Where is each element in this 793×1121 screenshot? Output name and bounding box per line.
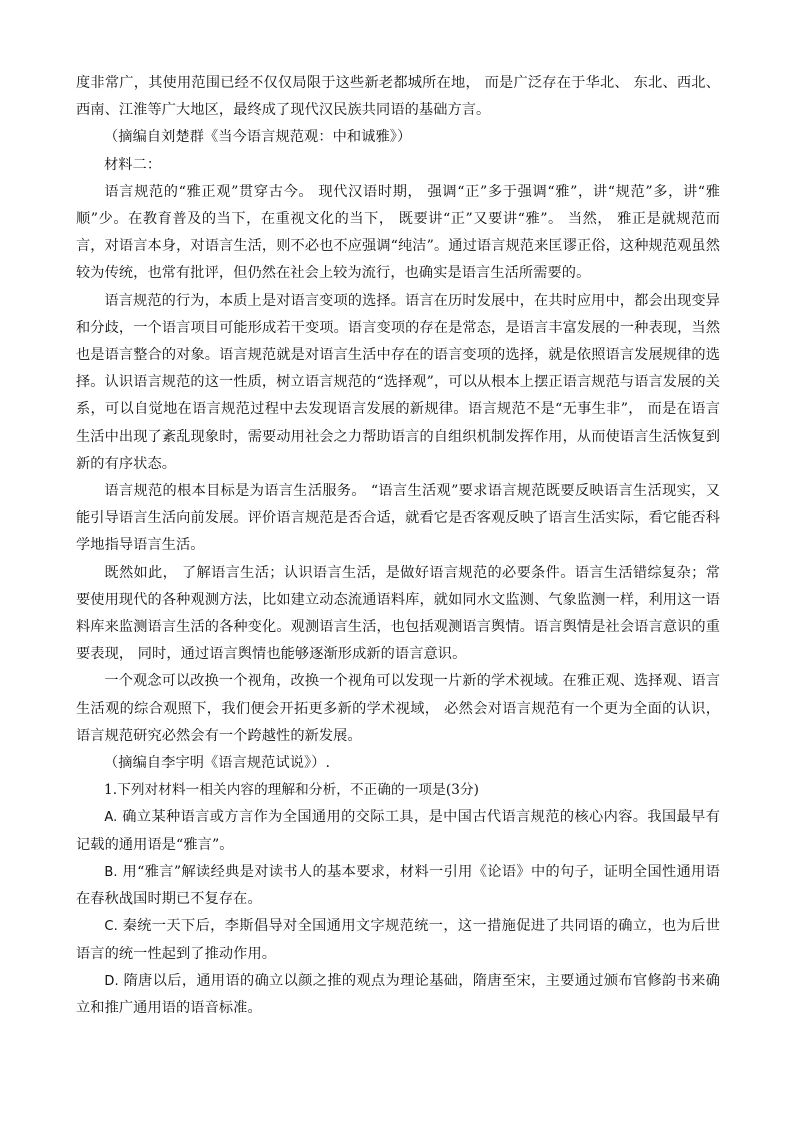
material2-paragraph: 一个观念可以改换一个视角，改换一个视角可以发现一片新的学术视域。在雅正观、选择观、语言生活观的综合观照下，我们便会开拓更多新的学术视域， 必然会对语言规范有一个更为全面的认识，语言规范研究必然会有一个跨越性的新发展。: [76, 673, 720, 744]
option-a: [76, 804, 720, 858]
option-letter: C.: [104, 919, 118, 935]
material1-tail-paragraph: 度非常广，其使用范围已经不仅仅局限于这些新老都城所在地， 而是广泛存在于华北、 东北、西北、西南、江淮等广大地区，最终成了现代汉民族共同语的基础方言。: [76, 75, 720, 119]
document-page: [76, 70, 720, 1022]
option-b: [76, 859, 720, 913]
option-c: [76, 913, 720, 967]
option-d: [76, 968, 720, 1022]
question-stem: 1.下列对材料一相关内容的理解和分析，不正确的一项是(3分): [104, 782, 480, 799]
material2-paragraph: 语言规范的行为，本质上是对语言变项的选择。语言在历时发展中，在共时应用中，都会出现变异和分歧，一个语言项目可能形成若干变项。语言变项的存在是常态，是语言丰富发展的一种表现，当然也是语言整合的对象。语言规范就是对语言生活中存在的语言变项的选择，就是依照语言发展规律的选择。认识语言规范的这一性质，树立语言规范的“选择观”，可以从根本上摆正语言规范与语言发展的关系，可以自觉地在语言规范过程中去发现语言发展的新规律。语言规范不是“无事生非”， 而是在语言生活中出现了紊乱现象时，需要动用社会之力帮助语言的自组织机制发挥作用，从而使语言生活恢复到新的有序状态。: [76, 292, 720, 472]
option-text: 隋唐以后，通用语的确立以颜之推的观点为理论基础，隋唐至宋，主要通过颁布官修韵书来确立和推广通用语的语音标准。: [76, 972, 720, 1016]
material2-heading: 材料二：: [104, 156, 162, 173]
option-text: 秦统一天下后，李斯倡导对全国通用文字规范统一，这一措施促进了共同语的确立，也为后世语言的统一性起到了推动作用。: [76, 918, 720, 962]
option-letter: B.: [104, 864, 118, 880]
material2-paragraph: 语言规范的根本目标是为语言生活服务。 “语言生活观”要求语言规范既要反映语言生活现实，又能引导语言生活向前发展。评价语言规范是否合适，就看它是否客观反映了语言生活实际，看它能否科学地指导语言生活。: [76, 483, 720, 554]
option-letter: D.: [104, 973, 119, 989]
option-letter: A.: [104, 810, 118, 826]
material2-paragraph: 语言规范的“雅正观”贯穿古今。 现代汉语时期， 强调“正”多于强调“雅”，讲“规范”多，讲“雅顺”少。在教育普及的当下，在重视文化的当下， 既要讲“正”又要讲“雅”。 当然， 雅正是就规范而言，对语言本身，对语言生活，则不必也不应强调“纯洁”。通过语言规范来匡谬正俗，这种规范观虽然较为传统，也常有批评，但仍然在社会上较为流行，也确实是语言生活所需要的。: [76, 183, 720, 282]
option-text: 用“雅言”解读经典是对读书人的基本要求，材料一引用《论语》中的句子，证明全国性通用语在春秋战国时期已不复存在。: [76, 863, 720, 908]
source-citation-1: （摘编自刘楚群《当今语言规范观：中和诚雅》）: [104, 129, 412, 146]
source-citation-2: （摘编自李宇明《语言规范试说》）.: [104, 755, 331, 772]
option-text: 确立某种语言或方言作为全国通用的交际工具，是中国古代语言规范的核心内容。我国最早有记载的通用语是“雅言”。: [76, 809, 720, 853]
material2-paragraph: 既然如此， 了解语言生活；认识语言生活，是做好语言规范的必要条件。语言生活错综复杂；常要使用现代的各种观测方法，比如建立动态流通语料库，就如同水文监测、气象监测一样，利用这一语料库来监测语言生活的各种变化。观测语言生活，也包括观测语言舆情。语言舆情是社会语言意识的重要表现， 同时，通过语言舆情也能够逐渐形成新的语言意识。: [76, 564, 720, 663]
